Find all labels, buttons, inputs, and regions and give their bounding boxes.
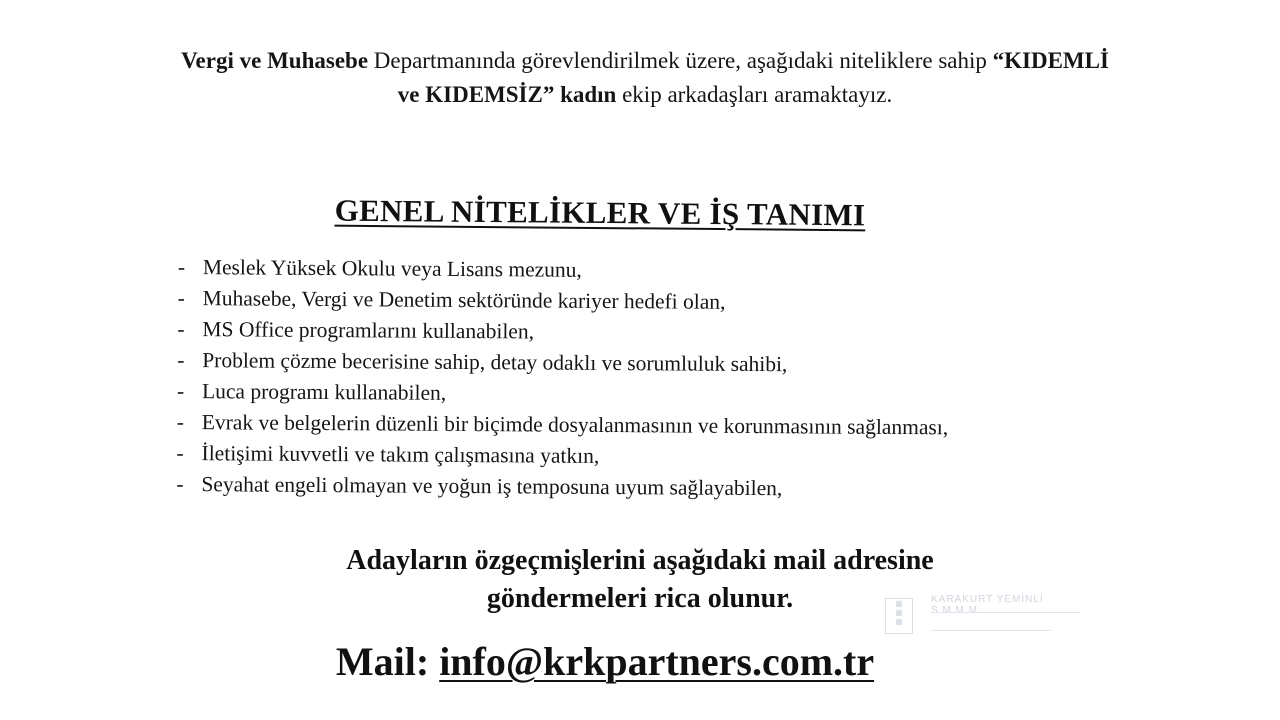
mail-address-link[interactable]: info@krkpartners.com.tr: [439, 639, 875, 684]
call-to-action-line-1: Adayların özgeçmişlerini aşağıdaki mail adresine: [346, 545, 934, 576]
requirement-text: Luca programı kullanabilen,: [201, 379, 447, 405]
bullet-dash: -: [177, 347, 185, 373]
stamp-text: KARAKURT YEMİNLİ S.M.M.M: [931, 594, 1044, 616]
section-heading-text: GENEL NİTELİKLER VE İŞ TANIMI: [334, 192, 866, 233]
stamp-line: [931, 630, 1051, 631]
requirement-text: Muhasebe, Vergi ve Denetim sektöründe kariyer hedefi olan,: [202, 286, 726, 314]
requirement-text: İletişimi kuvvetli ve takım çalışmasına yatkın,: [201, 441, 600, 468]
mail-line: [200, 636, 1010, 688]
intro-text-2: ekip arkadaşları aramaktayız.: [616, 82, 893, 107]
requirement-text: Evrak ve belgelerin düzenli bir biçimde dosyalanmasının ve korunmasının sağlanması,: [201, 410, 949, 440]
requirement-text: MS Office programlarını kullanabilen,: [202, 317, 535, 344]
intro-text-1: Departmanında görevlendirilmek üzere, aşağıdaki niteliklere sahip: [368, 48, 993, 73]
list-item: [176, 469, 996, 506]
bullet-dash: -: [177, 254, 186, 280]
requirement-text: Problem çözme becerisine sahip, detay odaklı ve sorumluluk sahibi,: [202, 348, 788, 377]
section-heading: [250, 192, 950, 234]
bullet-dash: -: [177, 316, 185, 342]
mail-label: Mail:: [335, 639, 430, 684]
call-to-action-line-2: göndermeleri rica olunur.: [486, 583, 794, 614]
bullet-dash: -: [177, 285, 185, 311]
intro-paragraph: [170, 44, 1120, 112]
requirement-text: Seyahat engeli olmayan ve yoğun iş temposuna uyum sağlayabilen,: [201, 472, 783, 501]
seniority-emphasis: “KIDEMLİ ve KIDEMSİZ” kadın: [397, 48, 1109, 107]
bullet-dash: -: [176, 471, 184, 497]
bullet-dash: -: [176, 440, 184, 466]
requirement-text: Meslek Yüksek Okulu veya Lisans mezunu,: [202, 255, 582, 282]
stamp-mark-icon: ▦ ▦ ▦: [885, 598, 913, 634]
department-name: Vergi ve Muhasebe: [181, 48, 369, 73]
bullet-dash: -: [176, 409, 185, 435]
bullet-dash: -: [176, 378, 185, 404]
stamp-line: [931, 612, 1081, 613]
requirements-list: [176, 252, 998, 506]
